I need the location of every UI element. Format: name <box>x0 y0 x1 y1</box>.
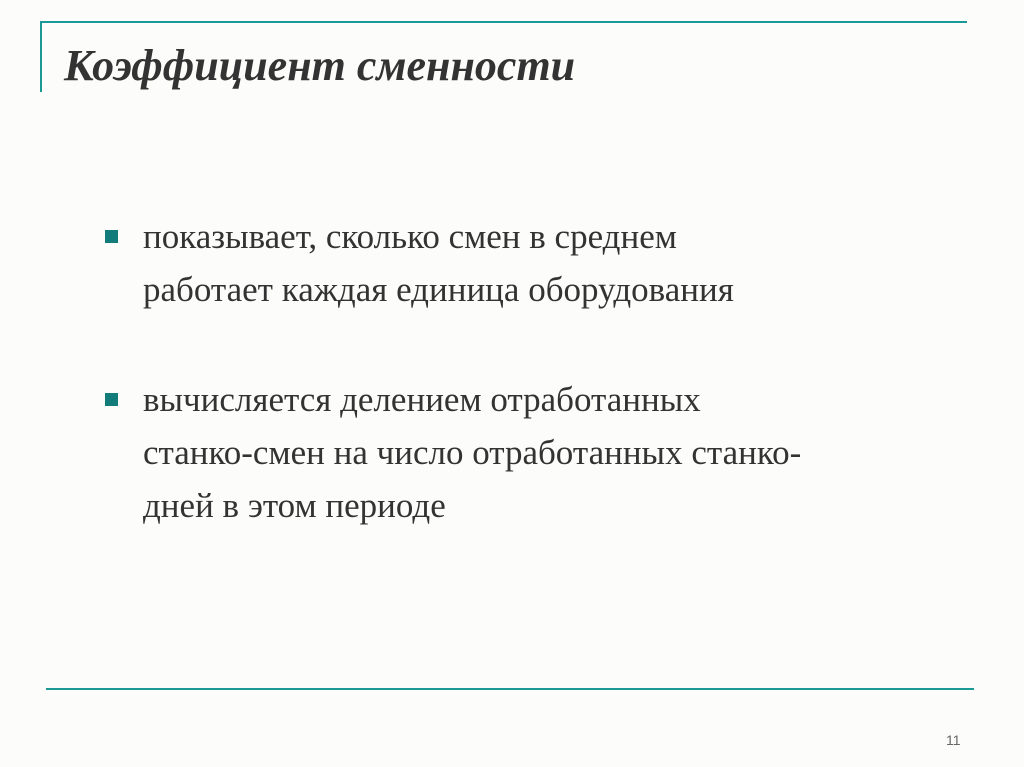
left-divider-line <box>40 21 42 92</box>
slide-title: Коэффициент сменности <box>64 41 576 90</box>
bottom-divider-line <box>46 688 974 690</box>
bullet-item <box>105 373 985 532</box>
bullet-text <box>143 373 985 532</box>
page-number: 11 <box>946 732 961 748</box>
bullet-item <box>105 210 985 316</box>
bullet-line: работает каждая единица оборудования <box>143 270 734 309</box>
bullet-list <box>105 210 985 532</box>
bullet-line: показывает, сколько смен в среднем <box>143 217 677 256</box>
bullet-line: станко-смен на число отработанных станко- <box>143 433 802 472</box>
bullet-line: вычисляется делением отработанных <box>143 380 701 419</box>
square-bullet-icon <box>105 230 118 243</box>
bullet-text <box>143 210 985 316</box>
top-divider-line <box>40 21 967 23</box>
square-bullet-icon <box>105 393 118 406</box>
bullet-line: дней в этом периоде <box>143 486 446 525</box>
